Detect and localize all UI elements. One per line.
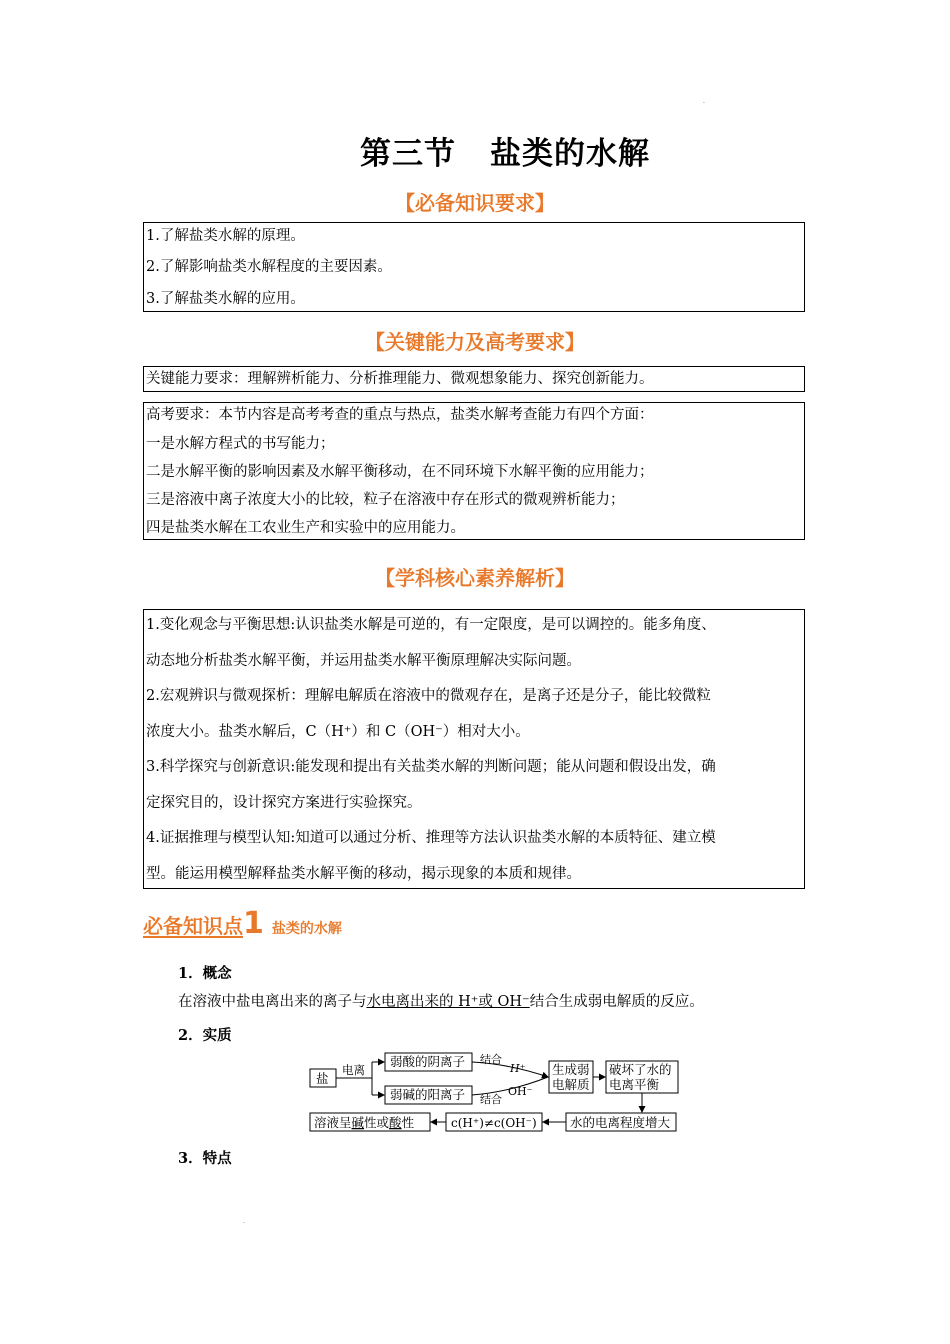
knowledge-point-number: 1 (243, 906, 264, 941)
diagram-degree-increase: 水的电离程度增大 (570, 1115, 671, 1130)
scan-speck: . (703, 98, 705, 105)
core-literacy-line: 浓度大小。盐类水解后，C（H⁺）和 C（OH⁻）相对大小。 (146, 724, 530, 740)
diagram-weak-acid-anion: 弱酸的阴离子 (390, 1054, 466, 1069)
hydrolysis-essence-diagram (300, 1048, 690, 1136)
knowledge-point-label: 必备知识点 (143, 914, 243, 938)
section-heading-required-knowledge: 【必备知识要求】 (395, 191, 555, 215)
diagram-oh-ion: OH⁻ (508, 1085, 533, 1098)
core-literacy-line: 型。能运用模型解释盐类水解平衡的移动，揭示现象的本质和规律。 (146, 866, 581, 882)
section-heading-core-literacy: 【学科核心素养解析】 (375, 566, 575, 590)
exam-requirement-line: 一是水解方程式的书写能力； (146, 436, 335, 452)
required-knowledge-box (143, 222, 805, 312)
diagram-h-ion: H⁺ (510, 1062, 526, 1075)
key-ability-line: 关键能力要求：理解辨析能力、分析推理能力、微观想象能力、探究创新能力。 (146, 371, 654, 387)
exam-requirement-line: 二是水解平衡的影响因素及水解平衡移动，在不同环境下水解平衡的应用能力； (146, 464, 654, 480)
core-literacy-line: 2.宏观辨识与微观探析：理解电解质在溶液中的微观存在，是离子还是分子，能比较微粒 (146, 688, 711, 704)
concept-text: 在溶液中盐电离出来的离子与水电离出来的 H⁺或 OH⁻结合生成弱电解质的反应。 (178, 994, 704, 1010)
essence-heading: 2．实质 (178, 1027, 232, 1044)
knowledge-point-heading (143, 906, 342, 941)
core-literacy-line: 4.证据推理与模型认知:知道可以通过分析、推理等方法认识盐类水解的本质特征、建立模 (146, 830, 716, 846)
key-ability-box (143, 366, 805, 392)
diagram-result: 溶液呈碱性或酸性 (314, 1115, 415, 1130)
required-knowledge-line: 3.了解盐类水解的应用。 (146, 291, 305, 307)
core-literacy-line: 3.科学探究与创新意识:能发现和提出有关盐类水解的判断问题；能从问题和假设出发，确 (146, 759, 716, 775)
diagram-combine-bottom: 结合 (480, 1093, 502, 1106)
diagram-break-line1: 破坏了水的 (609, 1062, 672, 1077)
diagram-weak-electrolyte-line1: 生成弱 (552, 1062, 590, 1077)
core-literacy-line: 动态地分析盐类水解平衡，并运用盐类水解平衡原理解决实际问题。 (146, 653, 581, 669)
diagram-ionize-label: 电离 (342, 1063, 365, 1077)
diagram-weak-electrolyte-line2: 电解质 (552, 1077, 590, 1092)
exam-requirement-box (143, 402, 805, 540)
knowledge-point-topic: 盐类的水解 (271, 921, 342, 937)
exam-requirement-line: 高考要求：本节内容是高考考查的重点与热点，盐类水解考查能力有四个方面： (146, 407, 654, 423)
diagram-combine-top: 结合 (480, 1053, 502, 1066)
section-heading-key-abilities: 【关键能力及高考要求】 (365, 330, 585, 354)
core-literacy-line: 1.变化观念与平衡思想:认识盐类水解是可逆的，有一定限度，是可以调控的。能多角度、 (146, 617, 716, 633)
features-heading: 3．特点 (178, 1150, 232, 1167)
diagram-break-line2: 电离平衡 (609, 1077, 660, 1092)
required-knowledge-line: 1.了解盐类水解的原理。 (146, 228, 305, 244)
concept-heading: 1．概念 (178, 965, 232, 982)
exam-requirement-line: 四是盐类水解在工农业生产和实验中的应用能力。 (146, 520, 465, 536)
diagram-salt: 盐 (316, 1071, 329, 1086)
diagram-weak-base-cation: 弱碱的阳离子 (390, 1087, 466, 1102)
required-knowledge-line: 2.了解影响盐类水解程度的主要因素。 (146, 259, 392, 275)
diagram-inequality: c(H⁺)≠c(OH⁻) (451, 1116, 537, 1130)
scan-speck: . (243, 1218, 245, 1225)
core-literacy-line: 定探究目的，设计探究方案进行实验探究。 (146, 795, 422, 811)
core-literacy-box (143, 609, 805, 889)
exam-requirement-line: 三是溶液中离子浓度大小的比较，粒子在溶液中存在形式的微观辨析能力； (146, 492, 625, 508)
page-title: 第三节 盐类的水解 (360, 136, 650, 172)
